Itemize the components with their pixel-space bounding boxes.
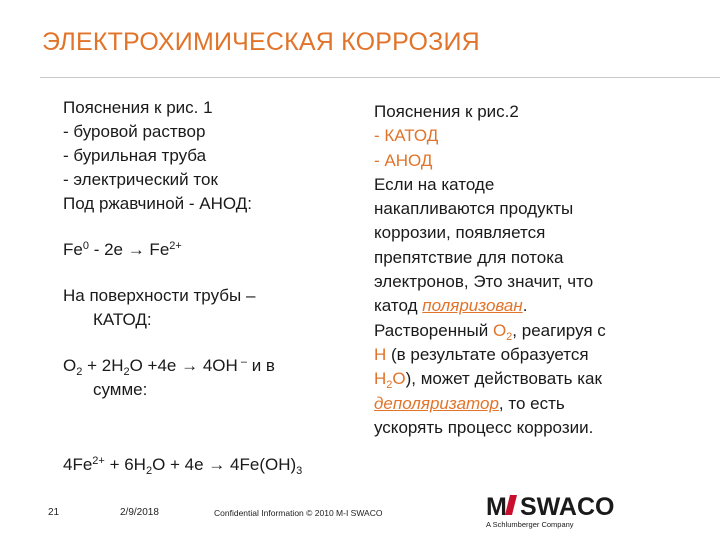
equation-oxygen-reduction: $O_2 + 2H_2O +4e \to 4OH$ – и в — [63, 356, 275, 378]
footer-confidential: Confidential Information © 2010 M-I SWACO — [214, 508, 383, 518]
svg-text:A Schlumberger Company: A Schlumberger Company — [486, 520, 574, 529]
right-text-10: деполяризатор, то есть — [374, 393, 565, 413]
surface-text-1: На поверхности трубы – — [63, 286, 256, 305]
title-divider — [40, 77, 720, 78]
polarized-term: поляризован — [422, 296, 523, 316]
mi-swaco-logo — [486, 491, 620, 529]
sum-text: сумме: — [93, 380, 148, 399]
footer-date: 2/9/2018 — [120, 507, 159, 518]
depolarizer-term: деполяризатор — [374, 393, 499, 413]
surface-text-2: КАТОД: — [93, 310, 152, 329]
right-item-anode: - АНОД — [374, 150, 433, 170]
left-item-anode: Под ржавчиной - АНОД: — [63, 194, 252, 213]
right-text-6: катод поляризован. — [374, 296, 528, 316]
right-text-5: электронов, Это значит, что — [374, 272, 594, 292]
right-item-cathode: - КАТОД — [374, 126, 439, 146]
right-text-9: $H_2O$), может действовать как — [374, 369, 602, 392]
right-column — [374, 100, 674, 440]
right-text-7: Растворенный $O_2$, реагируя с — [374, 320, 606, 343]
left-heading: Пояснения к рис. 1 — [63, 98, 213, 117]
right-text-3: коррозии, появляется — [374, 223, 546, 243]
right-text-1: Если на катоде — [374, 174, 495, 194]
page-number: 21 — [48, 507, 60, 518]
right-text-2: накапливаются продукты — [374, 199, 574, 219]
left-item-current: - электрический ток — [63, 170, 218, 189]
left-item-drilling-fluid: - буровой раствор — [63, 122, 206, 141]
left-column — [63, 96, 343, 402]
right-text-8: H (в результате образуется — [374, 344, 589, 364]
equation-total: $4Fe^{2+} + 6H_2O + 4e \to 4Fe(OH)_3$ — [63, 455, 303, 477]
right-heading: Пояснения к рис.2 — [374, 102, 519, 121]
right-text-4: препятствие для потока — [374, 247, 564, 267]
equation-iron-oxidation: $Fe^0 - 2e \to Fe^{2+}$ — [63, 240, 182, 259]
left-item-drill-pipe: - бурильная труба — [63, 146, 207, 165]
right-text-11: ускорять процесс коррозии. — [374, 417, 594, 437]
svg-text:M: M — [486, 493, 507, 521]
svg-text:SWACO: SWACO — [520, 493, 615, 521]
slide-title: ЭЛЕКТРОХИМИЧЕСКАЯ КОРРОЗИЯ — [42, 28, 480, 56]
